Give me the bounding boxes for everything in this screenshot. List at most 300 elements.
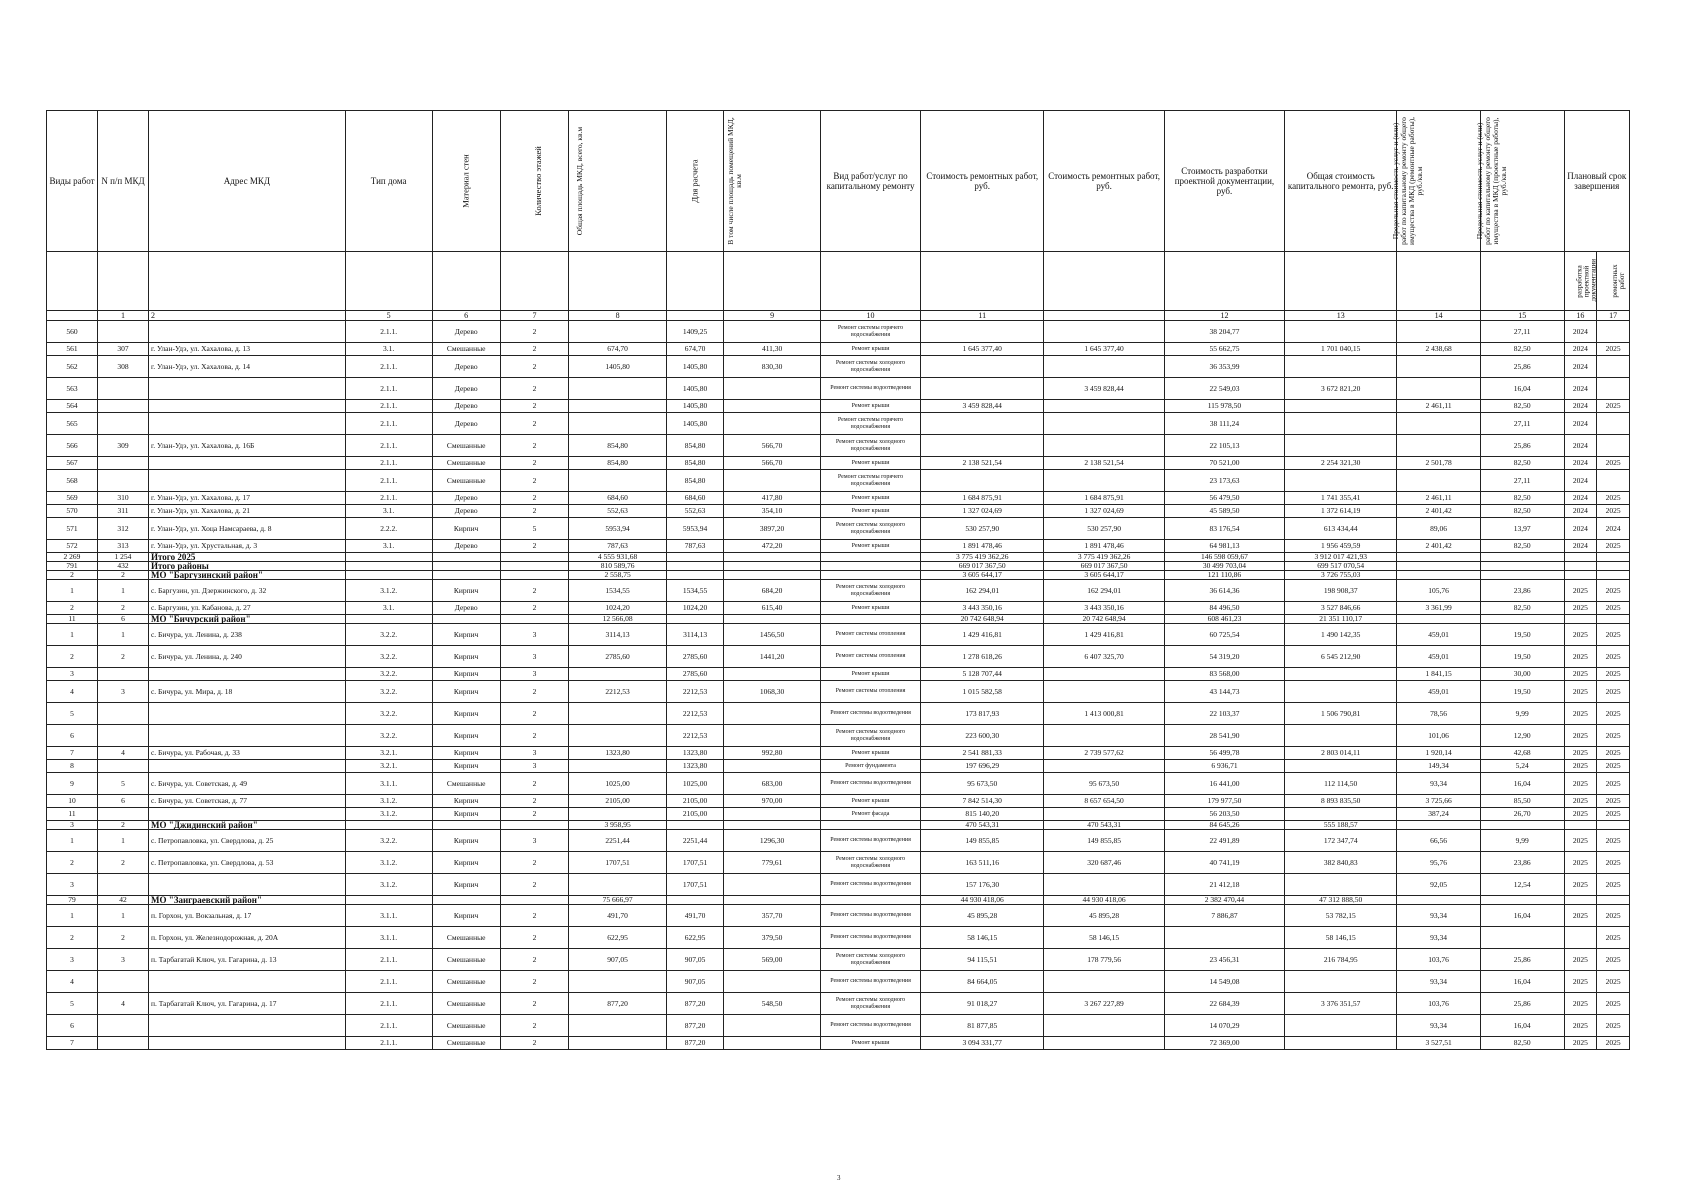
calc-area-cell: 787,63	[667, 540, 724, 553]
num-cell	[97, 703, 148, 725]
repair-cost-cell: 44 930 418,06	[921, 896, 1044, 905]
design-cost-cell: 84 645,26	[1164, 821, 1284, 830]
table-row	[47, 470, 1630, 492]
vid-cell: 7	[47, 747, 98, 760]
table-row	[47, 356, 1630, 378]
calc-area-cell	[667, 571, 724, 580]
plan-repair-cell: 2025	[1597, 400, 1630, 413]
design-cost-cell: 14 549,08	[1164, 971, 1284, 993]
calc-area-cell: 5953,94	[667, 518, 724, 540]
num-cell: 1	[97, 905, 148, 927]
header-design: Стоимость разработки проектной документации, руб.	[1164, 111, 1284, 252]
limit-design-cell: 82,50	[1480, 505, 1564, 518]
work-type-cell: Ремонт крыши	[821, 540, 921, 553]
design-cost-cell: 21 412,18	[1164, 874, 1284, 896]
living-area-cell	[724, 874, 821, 896]
design-cost-cell: 6 936,71	[1164, 760, 1284, 773]
total-row	[47, 562, 1630, 571]
calc-area-cell: 1707,51	[667, 874, 724, 896]
num-cell	[97, 378, 148, 400]
vid-cell: 572	[47, 540, 98, 553]
floors-cell: 2	[500, 795, 568, 808]
colnum: 10	[821, 311, 921, 321]
living-area-cell	[724, 821, 821, 830]
address-cell	[148, 808, 345, 821]
address-cell: п. Горхон, ул. Вокзальная, д. 17	[148, 905, 345, 927]
wall-material-cell: Кирпич	[432, 808, 500, 821]
total-cost-cell	[1285, 808, 1397, 821]
repair-cost-group-cell: 3 443 350,16	[1044, 602, 1164, 615]
repair-cost-cell: 7 842 514,30	[921, 795, 1044, 808]
vid-cell: 3	[47, 668, 98, 681]
total-cost-cell: 613 434,44	[1285, 518, 1397, 540]
repair-cost-cell: 94 115,51	[921, 949, 1044, 971]
area-cell: 2105,00	[569, 795, 667, 808]
work-type-cell: Ремонт системы холодного водоснабжения	[821, 435, 921, 457]
vid-cell: 79	[47, 896, 98, 905]
repair-cost-group-cell: 320 687,46	[1044, 852, 1164, 874]
floors-cell: 3	[500, 760, 568, 773]
header-mat: Материал стен	[432, 111, 500, 252]
total-cost-cell: 699 517 070,54	[1285, 562, 1397, 571]
total-cost-cell: 47 312 888,50	[1285, 896, 1397, 905]
total-cost-cell: 382 840,83	[1285, 852, 1397, 874]
work-type-cell: Ремонт крыши	[821, 457, 921, 470]
work-type-cell: Ремонт системы холодного водоснабжения	[821, 725, 921, 747]
house-type-cell: 2.1.1.	[345, 457, 432, 470]
repair-cost-group-cell	[1044, 874, 1164, 896]
floors-cell: 2	[500, 413, 568, 435]
design-cost-cell: 64 981,13	[1164, 540, 1284, 553]
repair-cost-cell: 1 015 582,58	[921, 681, 1044, 703]
calc-area-cell: 1405,80	[667, 413, 724, 435]
address-cell: МО "Джидинский район"	[148, 821, 345, 830]
total-cost-cell: 1 701 040,15	[1285, 343, 1397, 356]
wall-material-cell	[432, 821, 500, 830]
area-cell: 854,80	[569, 457, 667, 470]
total-cost-cell: 3 672 821,20	[1285, 378, 1397, 400]
vid-cell: 8	[47, 760, 98, 773]
living-area-cell	[724, 400, 821, 413]
work-type-cell: Ремонт фасада	[821, 808, 921, 821]
floors-cell: 2	[500, 470, 568, 492]
num-cell	[97, 400, 148, 413]
plan-repair-cell: 2025	[1597, 505, 1630, 518]
limit-repair-cell	[1397, 378, 1481, 400]
house-type-cell: 2.1.1.	[345, 321, 432, 343]
house-type-cell: 3.2.2.	[345, 646, 432, 668]
repair-cost-group-cell: 1 429 416,81	[1044, 624, 1164, 646]
plan-design-cell: 2024	[1564, 457, 1597, 470]
vid-cell: 4	[47, 681, 98, 703]
limit-repair-cell: 459,01	[1397, 681, 1481, 703]
column-number-row	[47, 311, 1630, 321]
design-cost-cell: 22 491,89	[1164, 830, 1284, 852]
repair-cost-cell: 815 140,20	[921, 808, 1044, 821]
wall-material-cell: Смешанные	[432, 773, 500, 795]
num-cell	[97, 457, 148, 470]
limit-repair-cell	[1397, 470, 1481, 492]
calc-area-cell: 1534,55	[667, 580, 724, 602]
work-type-cell: Ремонт фундамента	[821, 760, 921, 773]
house-type-cell	[345, 562, 432, 571]
work-type-cell: Ремонт системы водоотведения	[821, 927, 921, 949]
limit-repair-cell: 93,34	[1397, 773, 1481, 795]
repair-cost-cell: 20 742 648,94	[921, 615, 1044, 624]
colnum: 9	[724, 311, 821, 321]
table-row	[47, 602, 1630, 615]
wall-material-cell: Смешанные	[432, 1015, 500, 1037]
table-row	[47, 492, 1630, 505]
living-area-cell: 357,70	[724, 905, 821, 927]
num-cell: 1	[97, 830, 148, 852]
plan-design-cell: 2025	[1564, 874, 1597, 896]
repair-cost-cell: 3 443 350,16	[921, 602, 1044, 615]
floors-cell: 2	[500, 681, 568, 703]
repair-cost-group-cell	[1044, 760, 1164, 773]
table-row	[47, 927, 1630, 949]
repair-cost-cell	[921, 435, 1044, 457]
calc-area-cell: 854,80	[667, 470, 724, 492]
address-cell	[148, 470, 345, 492]
total-cost-cell: 21 351 110,17	[1285, 615, 1397, 624]
design-cost-cell: 43 144,73	[1164, 681, 1284, 703]
wall-material-cell: Кирпич	[432, 624, 500, 646]
work-type-cell: Ремонт системы холодного водоснабжения	[821, 852, 921, 874]
area-cell	[569, 400, 667, 413]
calc-area-cell: 877,20	[667, 1037, 724, 1050]
house-type-cell: 2.1.1.	[345, 400, 432, 413]
table-row	[47, 905, 1630, 927]
table-row	[47, 993, 1630, 1015]
area-cell: 1707,51	[569, 852, 667, 874]
plan-repair-cell: 2025	[1597, 830, 1630, 852]
table-row	[47, 703, 1630, 725]
calc-area-cell: 2785,60	[667, 646, 724, 668]
address-cell	[148, 321, 345, 343]
header-plan: Плановый срок завершения	[1564, 111, 1629, 252]
work-type-cell: Ремонт системы водоотведения	[821, 378, 921, 400]
area-cell	[569, 808, 667, 821]
num-cell: 2	[97, 602, 148, 615]
total-cost-cell: 216 784,95	[1285, 949, 1397, 971]
house-type-cell: 2.1.1.	[345, 413, 432, 435]
total-cost-cell: 1 741 355,41	[1285, 492, 1397, 505]
living-area-cell: 411,30	[724, 343, 821, 356]
table-row	[47, 505, 1630, 518]
total-row	[47, 615, 1630, 624]
vid-cell: 7	[47, 1037, 98, 1050]
living-area-cell: 472,20	[724, 540, 821, 553]
design-cost-cell: 83 176,54	[1164, 518, 1284, 540]
house-type-cell: 3.1.2.	[345, 580, 432, 602]
floors-cell	[500, 615, 568, 624]
address-cell	[148, 874, 345, 896]
plan-repair-cell: 2025	[1597, 624, 1630, 646]
repair-cost-group-cell: 530 257,90	[1044, 518, 1164, 540]
total-cost-cell	[1285, 1015, 1397, 1037]
calc-area-cell: 2212,53	[667, 681, 724, 703]
header-num: N п/п МКД	[97, 111, 148, 252]
total-cost-cell: 3 527 846,66	[1285, 602, 1397, 615]
repair-cost-group-cell	[1044, 681, 1164, 703]
plan-design-cell: 2025	[1564, 852, 1597, 874]
total-cost-cell: 1 956 459,59	[1285, 540, 1397, 553]
calc-area-cell: 877,20	[667, 993, 724, 1015]
table-row	[47, 760, 1630, 773]
calc-area-cell: 491,70	[667, 905, 724, 927]
calc-area-cell: 1707,51	[667, 852, 724, 874]
calc-area-cell: 2212,53	[667, 725, 724, 747]
document-page	[46, 110, 1630, 1050]
address-cell: с. Бичура, ул. Ленина, д. 240	[148, 646, 345, 668]
limit-design-cell: 27,11	[1480, 413, 1564, 435]
plan-design-cell: 2024	[1564, 518, 1597, 540]
design-cost-cell	[1164, 927, 1284, 949]
header-type: Тип дома	[345, 111, 432, 252]
address-cell: с. Бичура, ул. Советская, д. 49	[148, 773, 345, 795]
colnum: 2	[148, 311, 345, 321]
design-cost-cell: 14 070,29	[1164, 1015, 1284, 1037]
num-cell: 311	[97, 505, 148, 518]
living-area-cell: 992,80	[724, 747, 821, 760]
repair-cost-group-cell: 1 327 024,69	[1044, 505, 1164, 518]
calc-area-cell: 854,80	[667, 457, 724, 470]
limit-design-cell: 13,97	[1480, 518, 1564, 540]
wall-material-cell	[432, 896, 500, 905]
living-area-cell	[724, 378, 821, 400]
work-type-cell: Ремонт системы водоотведения	[821, 971, 921, 993]
limit-repair-cell: 95,76	[1397, 852, 1481, 874]
repair-cost-cell: 669 017 367,50	[921, 562, 1044, 571]
repair-cost-cell: 2 138 521,54	[921, 457, 1044, 470]
limit-repair-cell: 103,76	[1397, 993, 1481, 1015]
address-cell	[148, 457, 345, 470]
floors-cell: 2	[500, 971, 568, 993]
floors-cell: 2	[500, 993, 568, 1015]
colnum: 11	[921, 311, 1044, 321]
table-row	[47, 624, 1630, 646]
area-cell	[569, 703, 667, 725]
limit-repair-cell: 459,01	[1397, 624, 1481, 646]
plan-repair-cell	[1597, 896, 1630, 905]
design-cost-cell: 16 441,00	[1164, 773, 1284, 795]
repair-cost-cell: 157 176,30	[921, 874, 1044, 896]
plan-design-cell	[1564, 562, 1597, 571]
colnum: 14	[1397, 311, 1481, 321]
address-cell: с. Петропавловка, ул. Свердлова, д. 25	[148, 830, 345, 852]
limit-design-cell: 85,50	[1480, 795, 1564, 808]
repair-cost-group-cell: 1 645 377,40	[1044, 343, 1164, 356]
plan-repair-cell: 2024	[1597, 518, 1630, 540]
repair-cost-group-cell: 1 891 478,46	[1044, 540, 1164, 553]
living-area-cell: 1456,50	[724, 624, 821, 646]
num-cell: 2	[97, 821, 148, 830]
num-cell: 1 254	[97, 553, 148, 562]
plan-design-cell: 2025	[1564, 703, 1597, 725]
repair-cost-cell	[921, 413, 1044, 435]
area-cell	[569, 1037, 667, 1050]
wall-material-cell: Кирпич	[432, 681, 500, 703]
design-cost-cell: 56 499,78	[1164, 747, 1284, 760]
area-cell	[569, 971, 667, 993]
living-area-cell	[724, 668, 821, 681]
num-cell	[97, 321, 148, 343]
calc-area-cell: 2785,60	[667, 668, 724, 681]
vid-cell: 1	[47, 624, 98, 646]
work-type-cell: Ремонт крыши	[821, 492, 921, 505]
limit-repair-cell	[1397, 615, 1481, 624]
total-cost-cell	[1285, 681, 1397, 703]
design-cost-cell: 83 568,00	[1164, 668, 1284, 681]
house-type-cell: 3.2.2.	[345, 830, 432, 852]
house-type-cell	[345, 821, 432, 830]
floors-cell: 3	[500, 624, 568, 646]
wall-material-cell: Смешанные	[432, 993, 500, 1015]
limit-design-cell: 9,99	[1480, 703, 1564, 725]
limit-repair-cell: 1 920,14	[1397, 747, 1481, 760]
area-cell	[569, 874, 667, 896]
repair-cost-group-cell: 178 779,56	[1044, 949, 1164, 971]
limit-repair-cell: 93,34	[1397, 971, 1481, 993]
repair-cost-group-cell	[1044, 435, 1164, 457]
limit-design-cell: 26,70	[1480, 808, 1564, 821]
total-cost-cell	[1285, 435, 1397, 457]
calc-area-cell	[667, 821, 724, 830]
plan-design-cell: 2025	[1564, 795, 1597, 808]
house-type-cell: 2.1.1.	[345, 435, 432, 457]
repair-cost-cell: 3 094 331,77	[921, 1037, 1044, 1050]
house-type-cell: 2.1.1.	[345, 949, 432, 971]
floors-cell: 2	[500, 505, 568, 518]
repair-cost-group-cell	[1044, 725, 1164, 747]
repair-cost-group-cell: 162 294,01	[1044, 580, 1164, 602]
vid-cell: 4	[47, 971, 98, 993]
limit-repair-cell: 459,01	[1397, 646, 1481, 668]
living-area-cell	[724, 703, 821, 725]
work-type-cell: Ремонт системы отопления	[821, 681, 921, 703]
repair-cost-group-cell: 470 543,31	[1044, 821, 1164, 830]
house-type-cell: 2.1.1.	[345, 971, 432, 993]
address-cell	[148, 725, 345, 747]
limit-design-cell: 82,50	[1480, 492, 1564, 505]
limit-repair-cell	[1397, 571, 1481, 580]
wall-material-cell: Кирпич	[432, 668, 500, 681]
wall-material-cell: Смешанные	[432, 470, 500, 492]
num-cell: 42	[97, 896, 148, 905]
wall-material-cell: Смешанные	[432, 971, 500, 993]
living-area-cell: 379,50	[724, 927, 821, 949]
limit-repair-cell: 103,76	[1397, 949, 1481, 971]
repair-cost-group-cell: 669 017 367,50	[1044, 562, 1164, 571]
floors-cell: 2	[500, 949, 568, 971]
wall-material-cell: Кирпич	[432, 795, 500, 808]
floors-cell: 3	[500, 646, 568, 668]
table-row	[47, 413, 1630, 435]
limit-repair-cell	[1397, 896, 1481, 905]
house-type-cell: 3.2.2.	[345, 681, 432, 703]
plan-design-cell: 2024	[1564, 492, 1597, 505]
living-area-cell: 1441,20	[724, 646, 821, 668]
work-type-cell: Ремонт системы горячего водоснабжения	[821, 470, 921, 492]
header-calc: Для расчета	[667, 111, 724, 252]
work-type-cell: Ремонт системы отопления	[821, 624, 921, 646]
page-number: 3	[837, 1174, 841, 1182]
house-type-cell: 3.1.1.	[345, 773, 432, 795]
area-cell: 1405,80	[569, 356, 667, 378]
limit-repair-cell: 78,56	[1397, 703, 1481, 725]
area-cell: 1534,55	[569, 580, 667, 602]
total-cost-cell: 1 372 614,19	[1285, 505, 1397, 518]
floors-cell: 2	[500, 540, 568, 553]
table-row	[47, 580, 1630, 602]
area-cell	[569, 760, 667, 773]
table-row	[47, 747, 1630, 760]
plan-design-cell: 2024	[1564, 321, 1597, 343]
limit-repair-cell: 2 401,42	[1397, 540, 1481, 553]
house-type-cell: 2.1.1.	[345, 1037, 432, 1050]
limit-design-cell: 16,04	[1480, 378, 1564, 400]
limit-repair-cell: 149,34	[1397, 760, 1481, 773]
living-area-cell	[724, 896, 821, 905]
repair-cost-group-cell: 8 657 654,50	[1044, 795, 1164, 808]
area-cell: 810 589,76	[569, 562, 667, 571]
repair-cost-group-cell: 58 146,15	[1044, 927, 1164, 949]
floors-cell: 2	[500, 905, 568, 927]
address-cell	[148, 971, 345, 993]
num-cell: 1	[97, 624, 148, 646]
plan-design-cell: 2025	[1564, 905, 1597, 927]
repair-cost-cell: 1 327 024,69	[921, 505, 1044, 518]
plan-design-cell	[1564, 821, 1597, 830]
calc-area-cell: 684,60	[667, 492, 724, 505]
wall-material-cell: Дерево	[432, 492, 500, 505]
table-row	[47, 971, 1630, 993]
colnum: 12	[1164, 311, 1284, 321]
design-cost-cell: 7 886,87	[1164, 905, 1284, 927]
living-area-cell: 684,20	[724, 580, 821, 602]
plan-repair-cell	[1597, 378, 1630, 400]
plan-repair-cell: 2025	[1597, 1037, 1630, 1050]
work-type-cell	[821, 821, 921, 830]
plan-repair-cell: 2025	[1597, 602, 1630, 615]
address-cell: г. Улан-Удэ, ул. Хахалова, д. 14	[148, 356, 345, 378]
table-row	[47, 773, 1630, 795]
house-type-cell: 2.1.1.	[345, 378, 432, 400]
address-cell: Итого 2025	[148, 553, 345, 562]
total-cost-cell	[1285, 874, 1397, 896]
design-cost-cell: 36 614,36	[1164, 580, 1284, 602]
living-area-cell: 615,40	[724, 602, 821, 615]
repair-cost-cell: 223 600,30	[921, 725, 1044, 747]
wall-material-cell: Смешанные	[432, 927, 500, 949]
colnum: 7	[500, 311, 568, 321]
design-cost-cell: 40 741,19	[1164, 852, 1284, 874]
num-cell: 2	[97, 571, 148, 580]
house-type-cell	[345, 571, 432, 580]
house-type-cell: 3.1.	[345, 602, 432, 615]
limit-repair-cell: 3 361,99	[1397, 602, 1481, 615]
work-type-cell: Ремонт системы водоотведения	[821, 703, 921, 725]
vid-cell: 1	[47, 580, 98, 602]
plan-design-cell: 2024	[1564, 400, 1597, 413]
floors-cell: 2	[500, 492, 568, 505]
vid-cell: 560	[47, 321, 98, 343]
limit-design-cell: 23,86	[1480, 852, 1564, 874]
address-cell	[148, 1037, 345, 1050]
address-cell: МО "Бичурский район"	[148, 615, 345, 624]
vid-cell: 10	[47, 795, 98, 808]
